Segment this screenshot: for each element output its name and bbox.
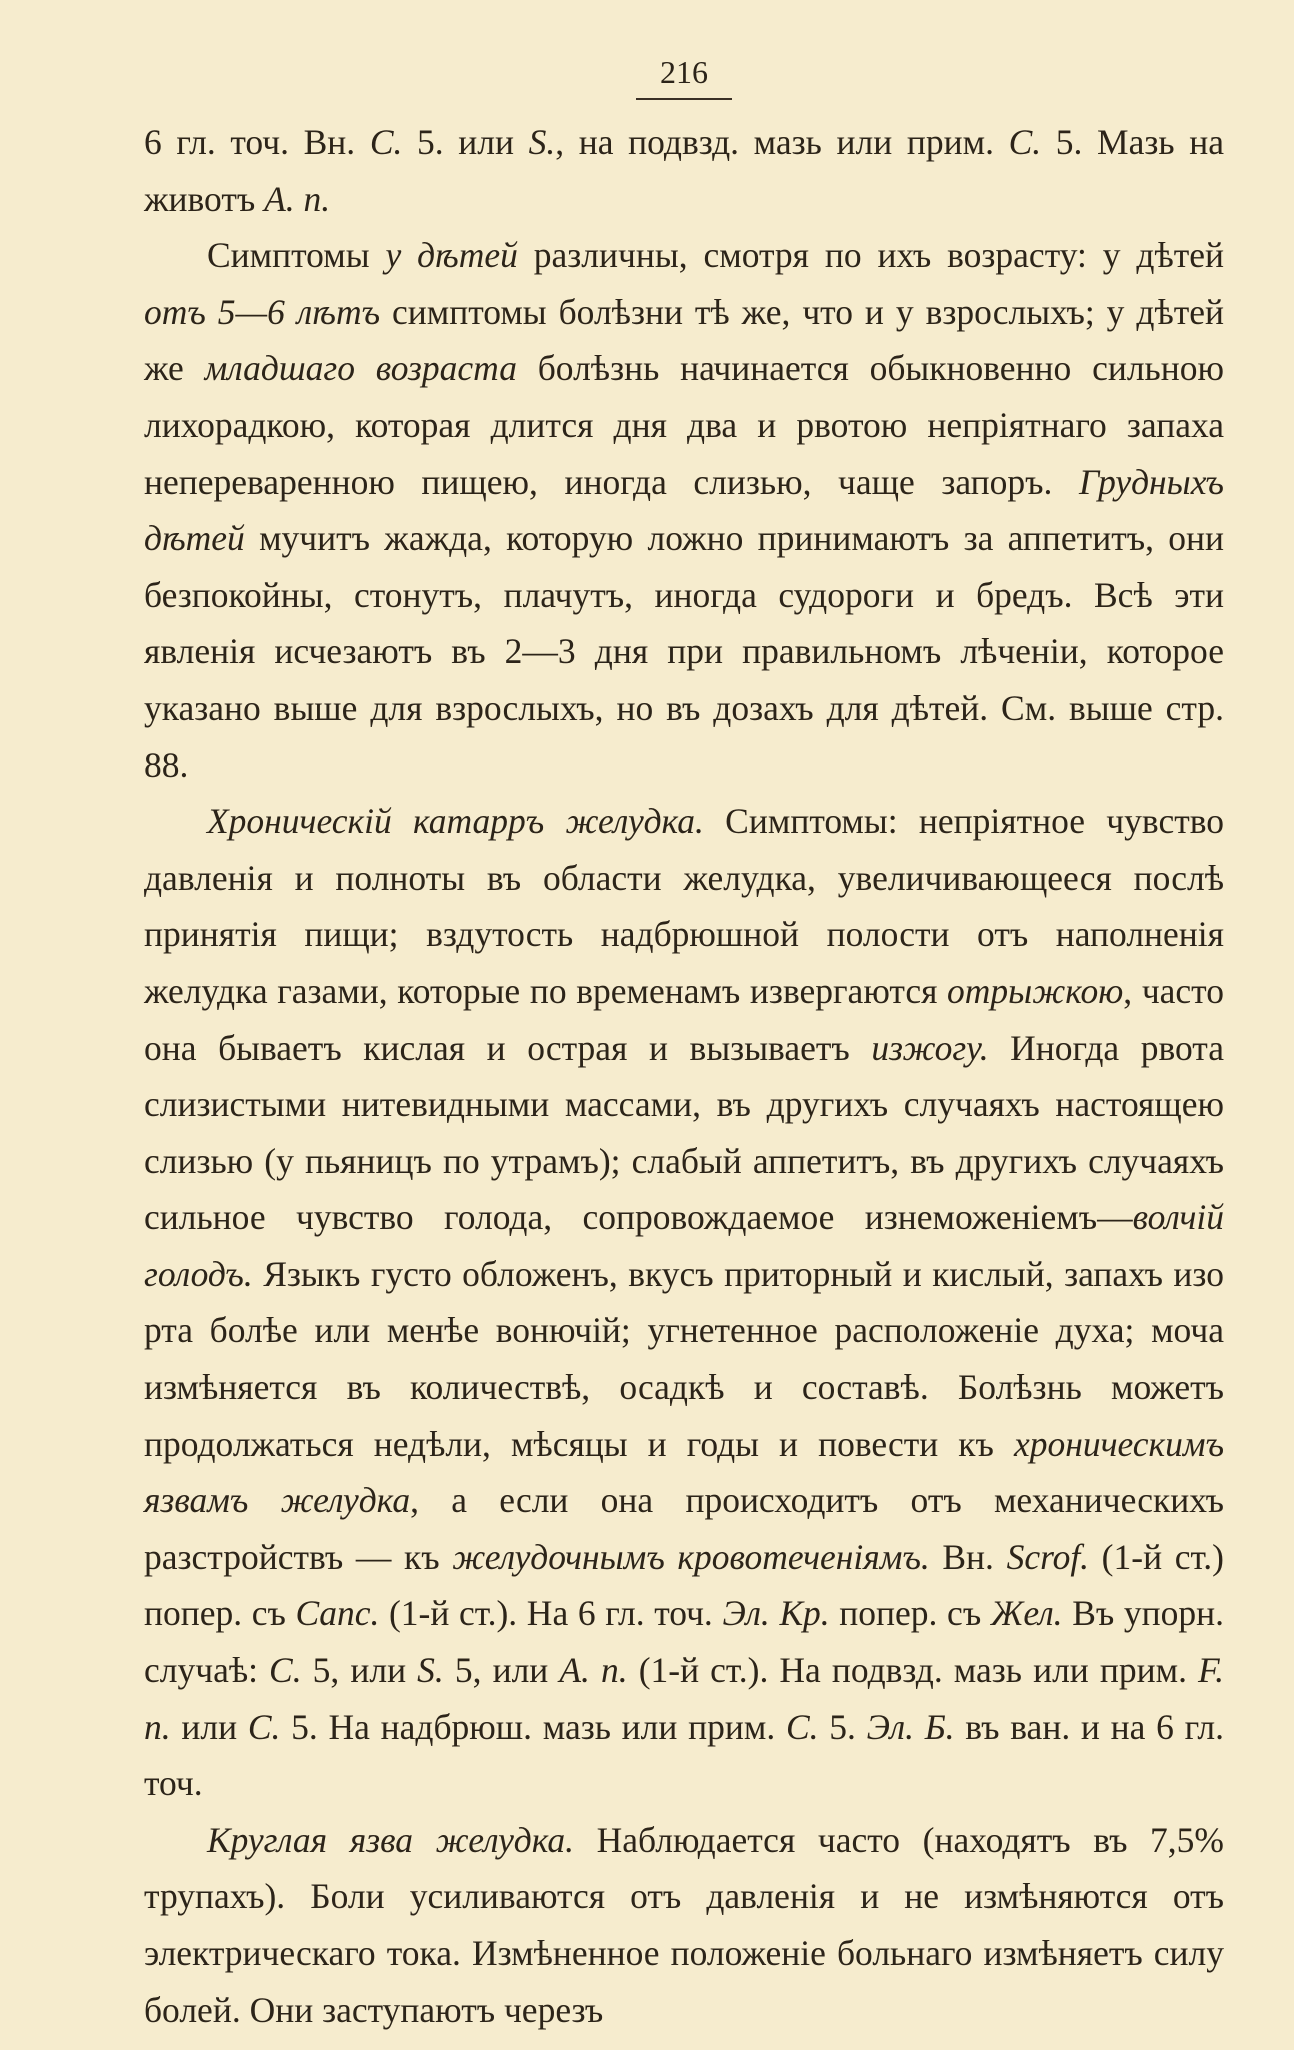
italic-text: F. п. [144,1650,1224,1747]
italic-text: Грудныхъ дѣтей [144,461,1224,559]
italic-text: S. [417,1650,444,1691]
italic-text: изжогу. [871,1027,989,1068]
text-span: болѣзнь начинается обыкновенно сильною лихорадкою, которая длится дня два и рвотою непріятнаго запаха непереваренною пищею, иногда слизью, чаще запоръ. [144,348,1225,502]
italic-text: Эл. Б. [866,1706,955,1747]
italic-text: Жел. [990,1593,1063,1634]
italic-text: Scrof. [1006,1536,1090,1577]
text-span: , а если она происходитъ отъ механическихъ разстройствъ — къ [144,1480,1225,1577]
italic-text: отъ 5—6 лѣтъ [144,291,381,332]
text-span: , часто она бываетъ кислая и острая и вызываетъ [144,970,1224,1068]
text-span: Въ упорн. случаѣ: [144,1593,1224,1691]
paragraph [144,1812,1224,2038]
italic-text: С. [247,1706,281,1747]
text-span: 5. или [402,122,529,162]
paragraph [144,793,1224,1812]
text-span: , на подвзд. мазь или прим. [555,122,1009,162]
italic-text: Canc. [295,1593,380,1634]
italic-text: желудочнымъ кровотеченіямъ. [452,1536,930,1577]
page-header [144,52,1224,100]
text-span: (1-й ст.). На подвзд. мазь или прим. [627,1650,1199,1691]
body-text [144,114,1224,2038]
text-span: Языкъ густо обложенъ, вкусъ приторный и кислый, запахъ изо рта болѣе или менѣе вонючій; угнетенное расположеніе духа; моча измѣняется въ количествѣ, осадкѣ и составѣ. Болѣзнь можетъ продолжаться недѣли, мѣсяцы и годы и повести къ [144,1253,1224,1464]
text-span: 5. Мазь на животъ [144,122,1224,219]
text-span: Симптомы [207,235,386,276]
text-span: или [170,1706,248,1747]
italic-text: отрыжкою [947,970,1124,1011]
text-span: попер. съ [829,1593,991,1634]
italic-text: волчій голодъ. [144,1197,1224,1294]
text-span: Вн. [929,1536,1007,1577]
italic-text: младшаго возраста [204,348,517,389]
text-span: симптомы болѣзни тѣ же, что и у взрослыхъ; у дѣтей же [144,291,1224,389]
text-span: 5. [818,1706,867,1747]
text-span: 5, или [443,1650,560,1691]
page-number: 216 [636,52,732,100]
paragraph [144,114,1224,227]
text-span: (1-й ст.) попер. съ [144,1536,1224,1634]
italic-text: С. [269,1650,302,1691]
text-span: 6 гл. точ. Вн. [144,122,370,162]
text-span: Симптомы: непріятное чувство давленія и полноты въ области желудка, увеличивающееся послѣ принятія пищи; вздутость надбрюшной полости отъ наполненія желудка газами, которые по временамъ извергаются [144,801,1224,1011]
text-span: 5, или [301,1650,418,1691]
italic-text: Хроническій катарръ желудка. [207,801,704,842]
italic-text: С. [369,122,403,162]
text-span: (1-й ст.). На 6 гл. точ. [379,1593,723,1634]
italic-text: Круглая язва желудка. [207,1819,575,1860]
italic-text: Эл. Кр. [722,1593,830,1634]
text-span: Наблюдается часто (находятъ въ 7,5% трупахъ). Боли усиливаются отъ давленія и не измѣняются отъ электрическаго тока. Измѣненное положеніе больнаго измѣняетъ силу болей. Они заступаютъ черезъ [144,1819,1225,2030]
text-span: 5. На надбрюш. мазь или прим. [280,1706,786,1747]
italic-text: А. п. [264,178,331,219]
italic-text: А. п. [559,1650,628,1691]
italic-text: S. [528,122,556,162]
text-span: мучитъ жажда, которую ложно принимаютъ за аппетитъ, они безпокойны, стонутъ, плачутъ, иногда судороги и бредъ. Всѣ эти явленія исчезаютъ въ 2—3 дня при правильномъ лѣченіи, которое указано выше для взрослыхъ, но въ дозахъ для дѣтей. См. выше стр. 88. [144,518,1224,785]
italic-text: С. [1008,122,1042,162]
italic-text: у дѣтей [385,235,518,276]
text-span: въ ван. и на 6 гл. точ. [144,1706,1225,1804]
italic-text: хроническимъ язвамъ желудка [144,1423,1224,1521]
text-span: Иногда рвота слизистыми нитевидными массами, въ другихъ случаяхъ настоящею слизью (у пьяницъ по утрамъ); слабый аппетитъ, въ другихъ случаяхъ сильное чувство голода, сопровождаемое изнеможеніемъ— [144,1027,1224,1238]
text-span: различны, смотря по ихъ возрасту: у дѣтей [517,235,1224,276]
paragraph [144,227,1224,793]
italic-text: С. [785,1706,819,1747]
